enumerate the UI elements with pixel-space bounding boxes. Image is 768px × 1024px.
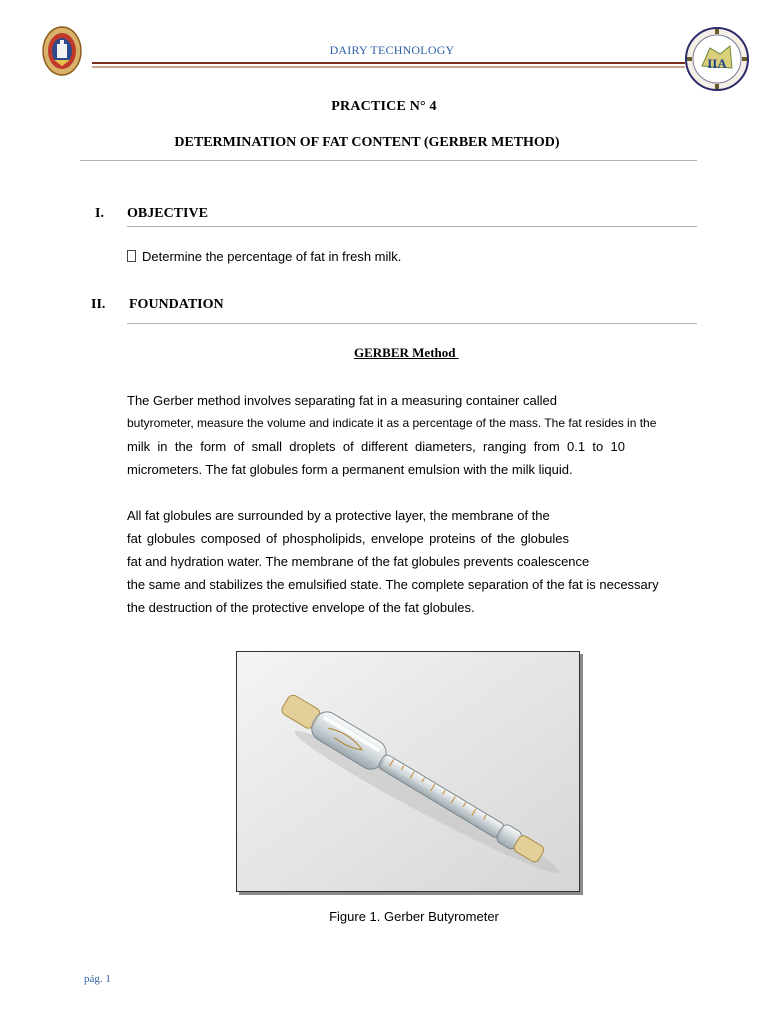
- paragraph-line: All fat globules are surrounded by a protective layer, the membrane of the: [127, 508, 550, 523]
- document-title: DETERMINATION OF FAT CONTENT (GERBER METHOD): [174, 135, 560, 150]
- title-rule: [80, 160, 697, 161]
- paragraph-line: fat globules composed of phospholipids, envelope proteins of the globules: [127, 531, 569, 546]
- foundation-rule: [127, 323, 697, 324]
- paragraph-line: the destruction of the protective envelope of the fat globules.: [127, 600, 475, 615]
- objective-number: I.: [95, 206, 104, 221]
- gerber-method-subtitle: GERBER Method: [354, 345, 459, 360]
- foundation-number: II.: [91, 297, 106, 312]
- paragraph-line: the same and stabilizes the emulsified state. The complete separation of the fat is necessary: [127, 577, 659, 592]
- objective-bullet-text: Determine the percentage of fat in fresh milk.: [142, 249, 402, 264]
- header-rule-secondary: [92, 66, 685, 68]
- practice-label: PRACTICE N°: [331, 99, 426, 114]
- bullet-box-icon: [127, 250, 136, 262]
- paragraph-line: milk in the form of small droplets of different diameters, ranging from 0.1 to 10: [127, 439, 625, 454]
- objective-heading: OBJECTIVE: [127, 206, 208, 221]
- paragraph-line: micrometers. The fat globules form a permanent emulsion with the milk liquid.: [127, 462, 573, 477]
- objective-rule: [127, 226, 697, 227]
- objective-bullet: [127, 249, 401, 264]
- university-seal-logo: [42, 26, 82, 76]
- figure-caption: Figure 1. Gerber Butyrometer: [329, 909, 499, 924]
- paragraph-line: The Gerber method involves separating fat in a measuring container called: [127, 393, 557, 408]
- food-industries-engineering-seal-logo: [684, 26, 750, 92]
- foundation-heading: FOUNDATION: [129, 297, 224, 312]
- gerber-butyrometer-photo: [236, 651, 580, 892]
- page-number: pág. 1: [84, 973, 111, 985]
- header-rule: [92, 62, 685, 64]
- practice-number: 4: [429, 99, 437, 114]
- paragraph-line: butyrometer, measure the volume and indicate it as a percentage of the mass. The fat resides in the: [127, 416, 657, 430]
- paragraph-line: fat and hydration water. The membrane of the fat globules prevents coalescence: [127, 554, 590, 569]
- header-title: DAIRY TECHNOLOGY: [329, 43, 455, 57]
- practice-heading: [0, 99, 768, 115]
- svg-text:IIA: IIA: [707, 56, 727, 71]
